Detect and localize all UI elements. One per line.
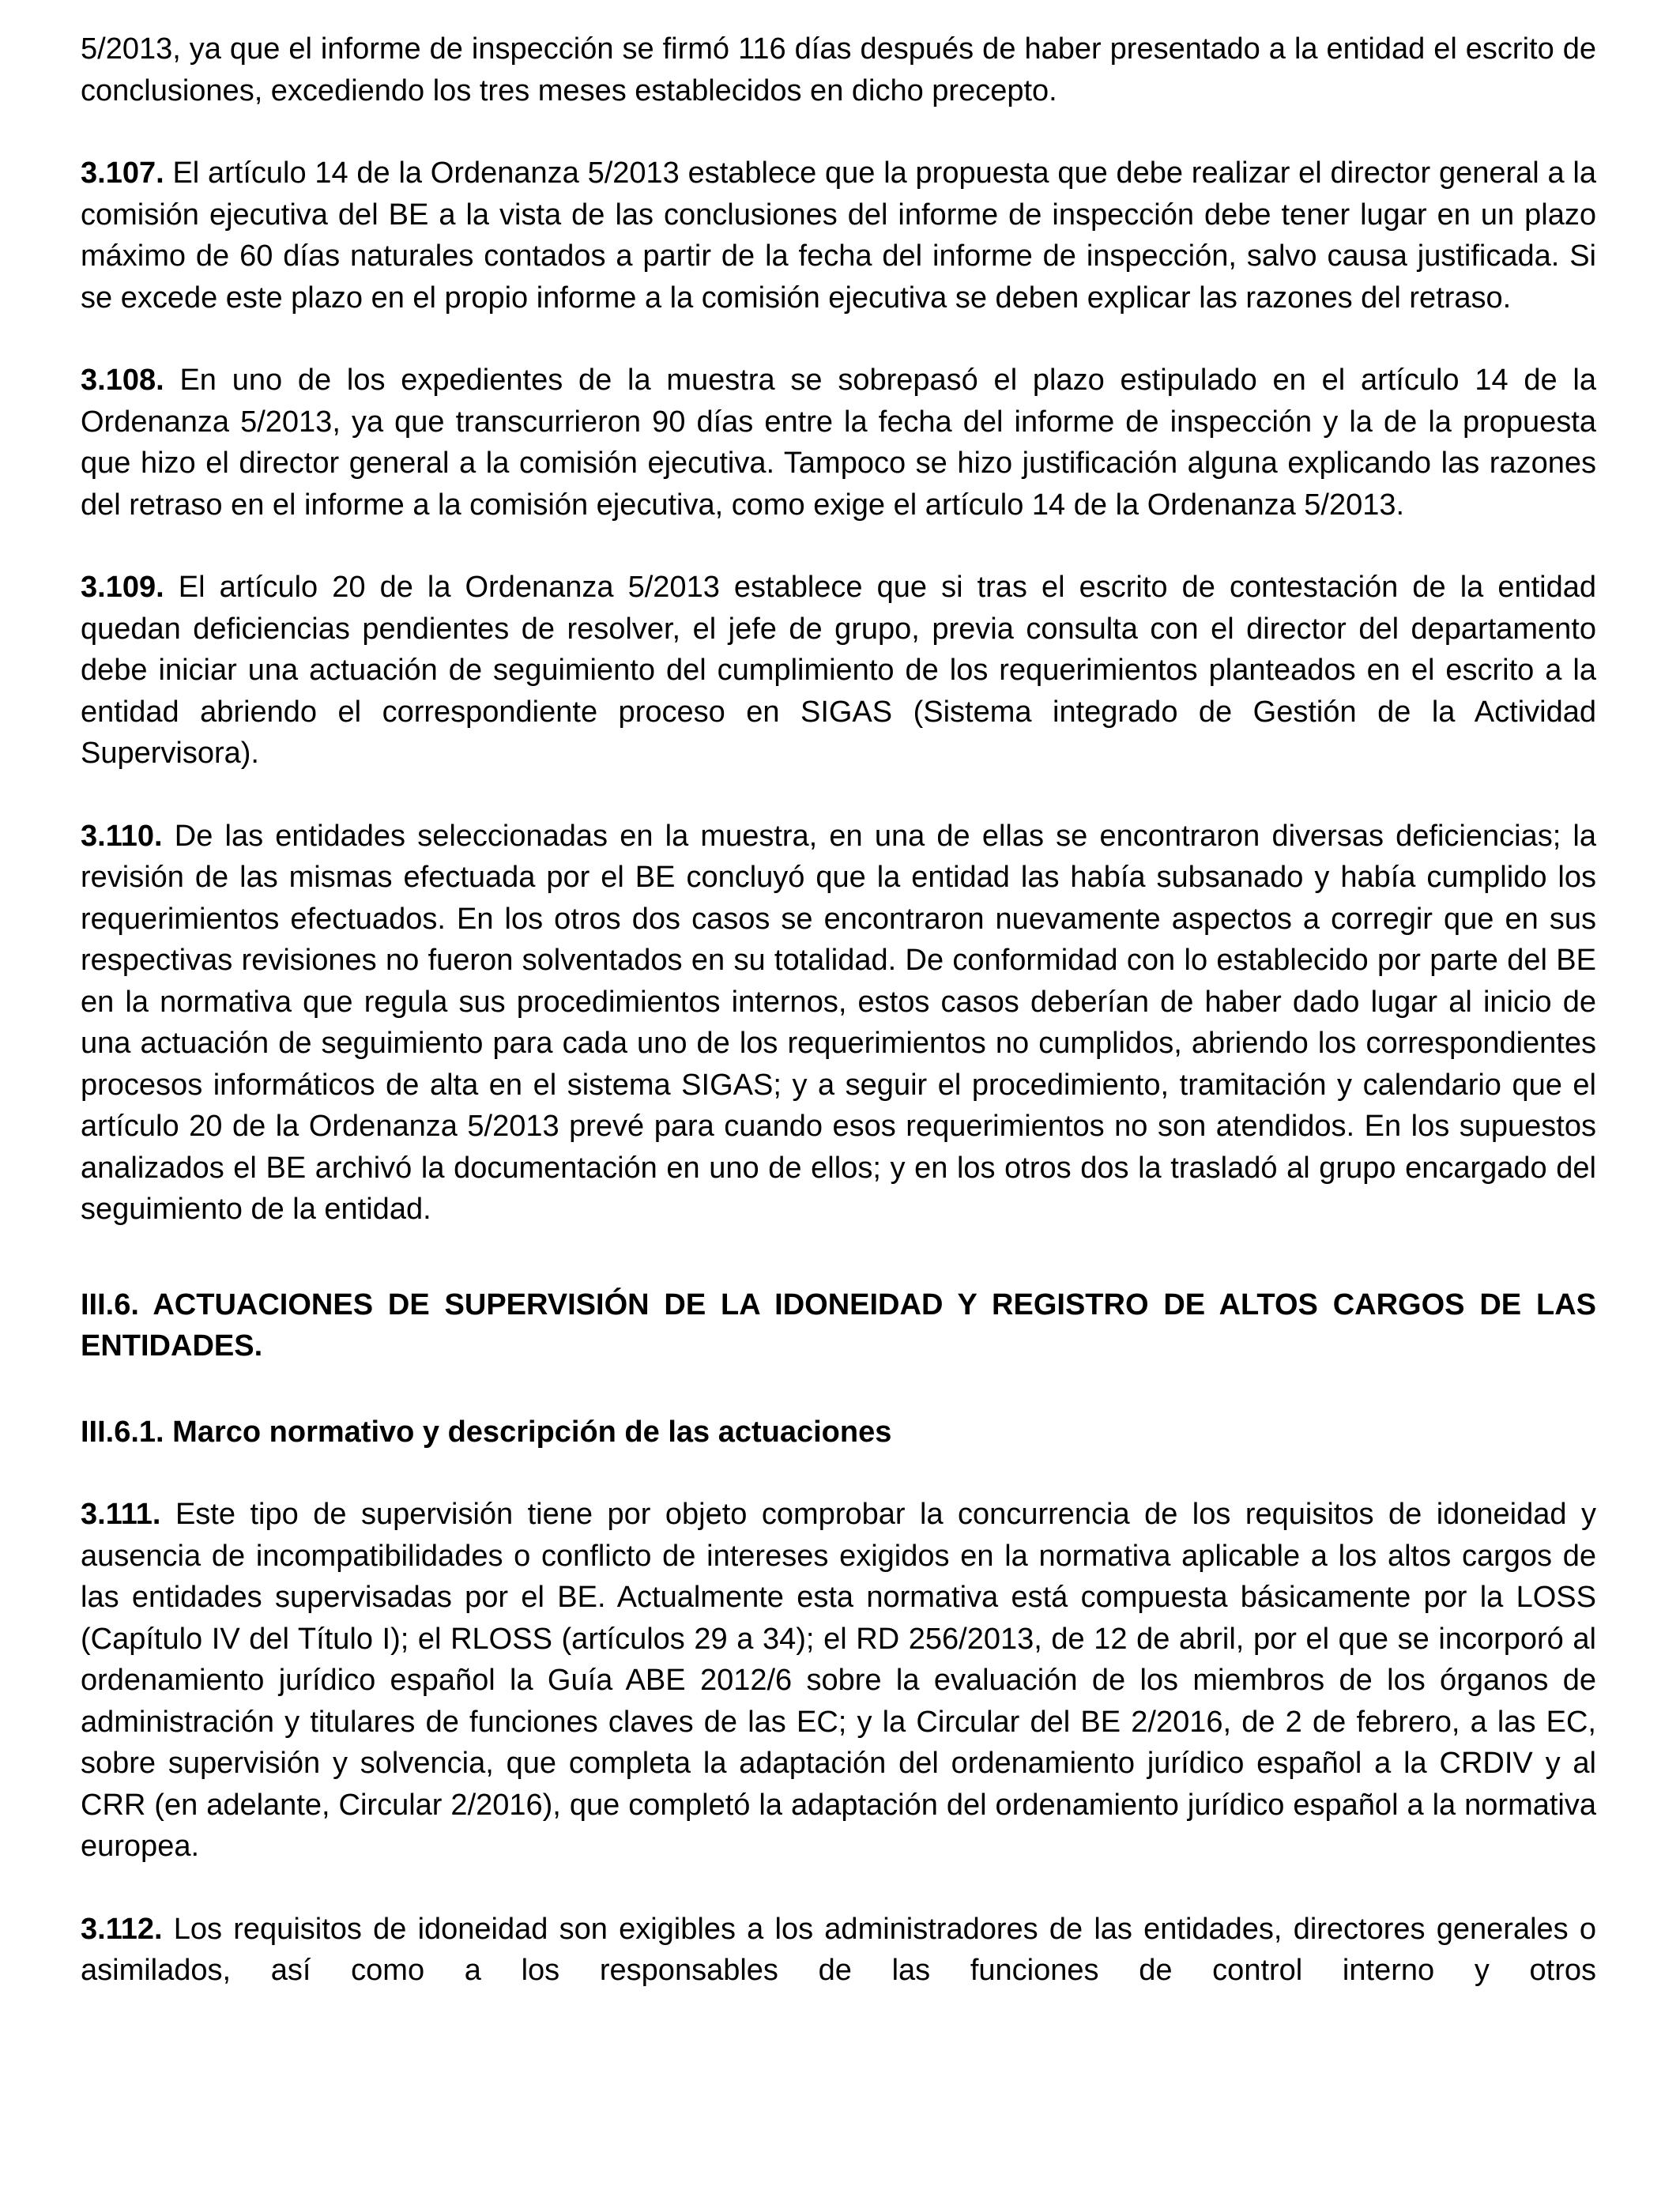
paragraph-number: 3.109. [81,571,164,604]
paragraph-number: 3.111. [81,1498,161,1531]
section-heading: III.6. ACTUACIONES DE SUPERVISIÓN DE LA IDONEIDAD Y REGISTRO DE ALTOS CARGOS DE LAS ENTIDADES. [81,1287,1596,1363]
paragraph-3-107 [81,153,1596,319]
paragraph-3-108 [81,360,1596,526]
paragraph-text: El artículo 20 de la Ordenanza 5/2013 establece que si tras el escrito de contestación de la entidad quedan deficiencias pendientes de resolver, el jefe de grupo, previa consulta con el director del departamento debe iniciar una actuación de seguimiento del cumplimiento de los requerimientos planteados en el escrito a la entidad abriendo el correspondiente proceso en SIGAS (Sistema integrado de Gestión de la Actividad Supervisora). [81,571,1596,770]
paragraph-text: El artículo 14 de la Ordenanza 5/2013 establece que la propuesta que debe realizar el director general a la comisión ejecutiva del BE a la vista de las conclusiones del informe de inspección debe tener lugar en un plazo máximo de 60 días naturales contados a partir de la fecha del informe de inspección, salvo causa justificada. Si se excede este plazo en el propio informe a la comisión ejecutiva se deben explicar las razones del retraso. [81,156,1597,315]
paragraph-3-110 [81,816,1596,1231]
paragraph-number: 3.112. [81,1912,163,1946]
paragraph-number: 3.110. [81,819,163,853]
paragraph-3-111 [81,1494,1596,1868]
paragraph-3-109 [81,567,1596,775]
paragraph-text: Este tipo de supervisión tiene por objeto comprobar la concurrencia de los requisitos de idoneidad y ausencia de incompatibilidades o conflicto de intereses exigidos en la normativa aplicable a los altos cargos de las entidades supervisadas por el BE. Actualmente esta normativa está compuesta básicamente por la LOSS (Capítulo IV del Título I); el RLOSS (artículos 29 a 34); el RD 256/2013, de 12 de abril, por el que se incorporó al ordenamiento jurídico español la Guía ABE 2012/6 sobre la evaluación de los miembros de los órganos de administración y titulares de funciones claves de las EC; y la Circular del BE 2/2016, de 2 de febrero, a las EC, sobre supervisión y solvencia, que completa la adaptación del ordenamiento jurídico español a la CRDIV y al CRR (en adelante, Circular 2/2016), que completó la adaptación del ordenamiento jurídico español a la normativa europea. [81,1498,1596,1863]
paragraph-number: 3.107. [81,156,164,190]
paragraph-number: 3.108. [81,364,164,397]
intro-text: 5/2013, ya que el informe de inspección se firmó 116 días después de haber presentado a la entidad el escrito de conclusiones, excediendo los tres meses establecidos en dicho precepto. [81,32,1596,107]
intro-paragraph [81,28,1596,111]
document-page [81,28,1596,1992]
paragraph-text: Los requisitos de idoneidad son exigibles a los administradores de las entidades, directores generales o asimilados, así como a los responsables de las funciones de control interno y otros [81,1912,1596,1987]
paragraph-3-112 [81,1909,1596,1992]
paragraph-text: En uno de los expedientes de la muestra se sobrepasó el plazo estipulado en el artículo 14 de la Ordenanza 5/2013, ya que transcurrieron 90 días entre la fecha del informe de inspección y la de la propuesta que hizo el director general a la comisión ejecutiva. Tampoco se hizo justificación alguna explicando las razones del retraso en el informe a la comisión ejecutiva, como exige el artículo 14 de la Ordenanza 5/2013. [81,364,1596,522]
paragraph-text: De las entidades seleccionadas en la muestra, en una de ellas se encontraron diversas deficiencias; la revisión de las mismas efectuada por el BE concluyó que la entidad las había subsanado y había cumplido los requerimientos efectuados. En los otros dos casos se encontraron nuevamente aspectos a corregir que en sus respectivas revisiones no fueron solventados en su totalidad. De conformidad con lo establecido por parte del BE en la normativa que regula sus procedimientos internos, estos casos deberían de haber dado lugar al inicio de una actuación de seguimiento para cada uno de los requerimientos no cumplidos, abriendo los correspondientes procesos informáticos de alta en el sistema SIGAS; y a seguir el procedimiento, tramitación y calendario que el artículo 20 de la Ordenanza 5/2013 prevé para cuando esos requerimientos no son atendidos. En los supuestos analizados el BE archivó la documentación en uno de ellos; y en los otros dos la trasladó al grupo encargado del seguimiento de la entidad. [81,819,1596,1226]
subsection-heading: III.6.1. Marco normativo y descripción de las actuaciones [81,1415,892,1449]
